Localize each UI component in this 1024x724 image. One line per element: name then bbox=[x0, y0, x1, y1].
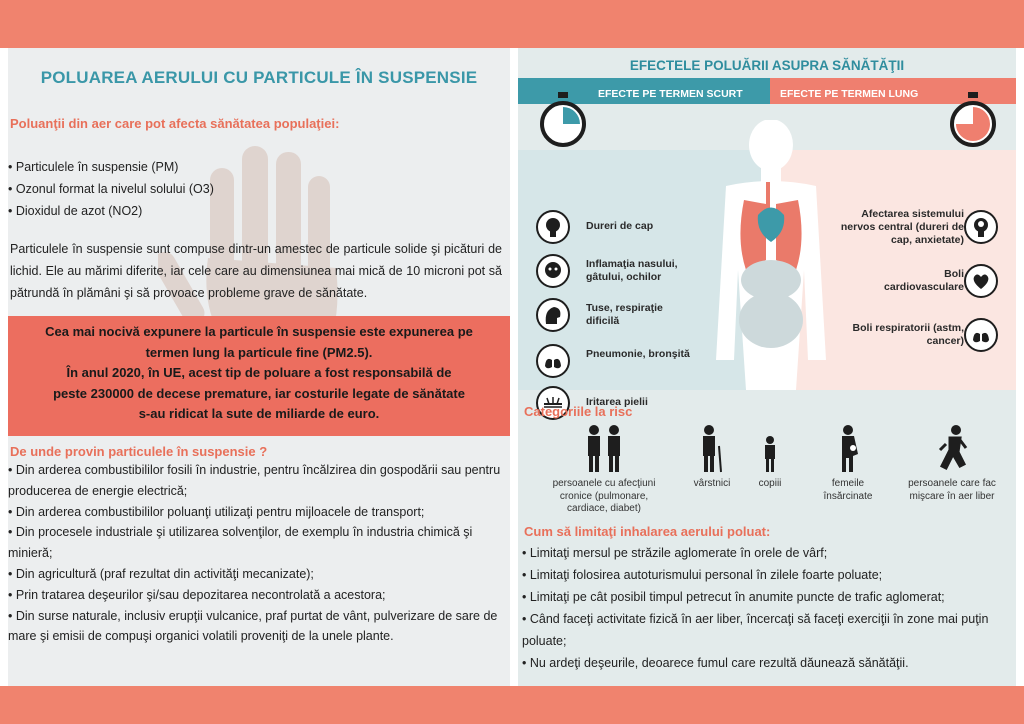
list-item: • Dioxidul de azot (NO2) bbox=[8, 200, 214, 222]
effect-short: Dureri de cap bbox=[586, 220, 654, 232]
effect-long: Afectarea sistemului nervos central (dureri de cap, anxietate) bbox=[840, 208, 964, 246]
stopwatch-long-icon bbox=[948, 90, 998, 148]
lungs-icon bbox=[964, 318, 998, 352]
list-item: • Particulele în suspensie (PM) bbox=[8, 156, 214, 178]
list-item: • Ozonul format la nivelul solului (O3) bbox=[8, 178, 214, 200]
human-body-illustration bbox=[696, 120, 846, 390]
risk-group-label: persoanele care fac mişcare în aer liber bbox=[908, 478, 996, 502]
sources-list bbox=[8, 460, 506, 647]
risk-group bbox=[750, 424, 790, 491]
top-band bbox=[0, 0, 1024, 48]
stopwatch-short-icon bbox=[538, 90, 588, 148]
list-item: • Când faceţi activitate fizică în aer liber, încercaţi să faceţi exerciţii în zone mai puţin poluate; bbox=[522, 608, 1012, 652]
risk-title: Categoriile la risc bbox=[524, 404, 633, 419]
people-icon bbox=[582, 424, 626, 474]
pollutants-subtitle: Poluanţii din aer care pot afecta sănătatea populaţiei: bbox=[10, 116, 340, 131]
highlight-line: termen lung la particule fine (PM2.5). bbox=[145, 344, 373, 360]
list-item: • Din arderea combustibililor fosili în industrie, pentru încălzirea din gospodării sau pentru producerea de energie electrică; bbox=[8, 460, 506, 502]
body-diagram bbox=[518, 78, 1016, 408]
list-item: • Limitaţi folosirea autoturismului personal în zilele foarte poluate; bbox=[522, 564, 1012, 586]
effect-short: Pneumonie, bronşită bbox=[586, 348, 690, 360]
highlight-line: În anul 2020, în UE, acest tip de poluare a fost responsabilă de bbox=[66, 365, 452, 380]
highlight-line: Cea mai nocivă expunere la particule în suspensie este expunerea pe bbox=[45, 324, 473, 339]
effect-short: Tuse, respiraţie dificilă bbox=[586, 302, 663, 327]
risk-group-label: vârstnici bbox=[693, 478, 731, 489]
limit-title: Cum să limitaţi inhalarea aerului poluat: bbox=[524, 524, 771, 539]
list-item: • Limitaţi pe cât posibil timpul petrecut în anumite puncte de trafic aglomerat; bbox=[522, 586, 1012, 608]
head-icon bbox=[536, 210, 570, 244]
pregnant-icon bbox=[833, 424, 863, 474]
risk-group-label: femeile însărcinate bbox=[823, 478, 873, 502]
pollutants-list bbox=[8, 156, 214, 222]
risk-group bbox=[544, 424, 664, 516]
runner-icon bbox=[932, 424, 972, 474]
list-item: • Din procesele industriale şi utilizarea solvenţilor, de exemplu în industria chimică şi minieră; bbox=[8, 522, 506, 564]
list-item: • Din arderea combustibililor poluanţi utilizaţi pentru mijloacele de transport; bbox=[8, 502, 506, 523]
elderly-icon bbox=[697, 424, 727, 474]
left-panel bbox=[8, 48, 510, 686]
heart-icon bbox=[964, 264, 998, 298]
risk-group bbox=[684, 424, 740, 491]
bottom-band bbox=[0, 686, 1024, 724]
effect-long: Boli cardiovasculare bbox=[884, 268, 964, 293]
list-item: • Prin tratarea deşeurilor şi/sau depozitarea necontrolată a acestora; bbox=[8, 585, 506, 606]
particles-paragraph: Particulele în suspensie sunt compuse dintr-un amestec de particule solide şi picături de lichid. Ele au mărimi diferite, iar cele care au dimensiunea mai mică de 10 microni pot să pătrundă în plămâni şi să provoace probleme grave de sănătate. bbox=[10, 242, 502, 300]
list-item: • Limitaţi mersul pe străzile aglomerate în orele de vârf; bbox=[522, 542, 1012, 564]
highlight-box bbox=[8, 316, 510, 436]
highlight-line: s-au ridicat la sute de miliarde de euro. bbox=[138, 406, 380, 421]
list-item: • Din surse naturale, inclusiv erupţii vulcanice, praf purtat de vânt, pulverizare de sare de mare şi emisii de compuşi organici volatili proveniţi de la unele plante. bbox=[8, 606, 506, 648]
effect-long: Boli respiratorii (astm, cancer) bbox=[852, 322, 964, 347]
brain-icon bbox=[964, 210, 998, 244]
lungs-icon bbox=[536, 344, 570, 378]
list-item: • Nu ardeţi deşeurile, deoarece fumul care rezultă dăunează sănătăţii. bbox=[522, 652, 1012, 674]
risk-group bbox=[902, 424, 1002, 503]
sources-title: De unde provin particulele în suspensie ? bbox=[10, 444, 268, 459]
risk-group bbox=[808, 424, 888, 503]
list-item: • Din agricultură (praf rezultat din activităţi mecanizate); bbox=[8, 564, 506, 585]
cough-icon bbox=[536, 298, 570, 332]
highlight-line: peste 230000 de decese premature, iar costurile legate de sănătate bbox=[53, 385, 465, 401]
long-term-label: EFECTE PE TERMEN LUNG bbox=[780, 88, 919, 100]
risk-group-label: persoanele cu afecţiuni cronice (pulmonare, cardiace, diabet) bbox=[552, 478, 656, 514]
risk-group-label: copiii bbox=[758, 478, 782, 489]
effect-short: Iritarea pielii bbox=[586, 396, 648, 408]
left-title: POLUAREA AERULUI CU PARTICULE ÎN SUSPENSIE bbox=[40, 68, 478, 87]
short-term-label: EFECTE PE TERMEN SCURT bbox=[598, 88, 743, 100]
effect-short: Inflamaţia nasului, gâtului, ochilor bbox=[586, 258, 678, 283]
limit-list bbox=[522, 542, 1012, 674]
child-icon bbox=[760, 424, 780, 474]
face-icon bbox=[536, 254, 570, 288]
right-panel bbox=[518, 48, 1016, 686]
effects-title: EFECTELE POLUĂRII ASUPRA SĂNĂTĂŢII bbox=[629, 58, 905, 73]
